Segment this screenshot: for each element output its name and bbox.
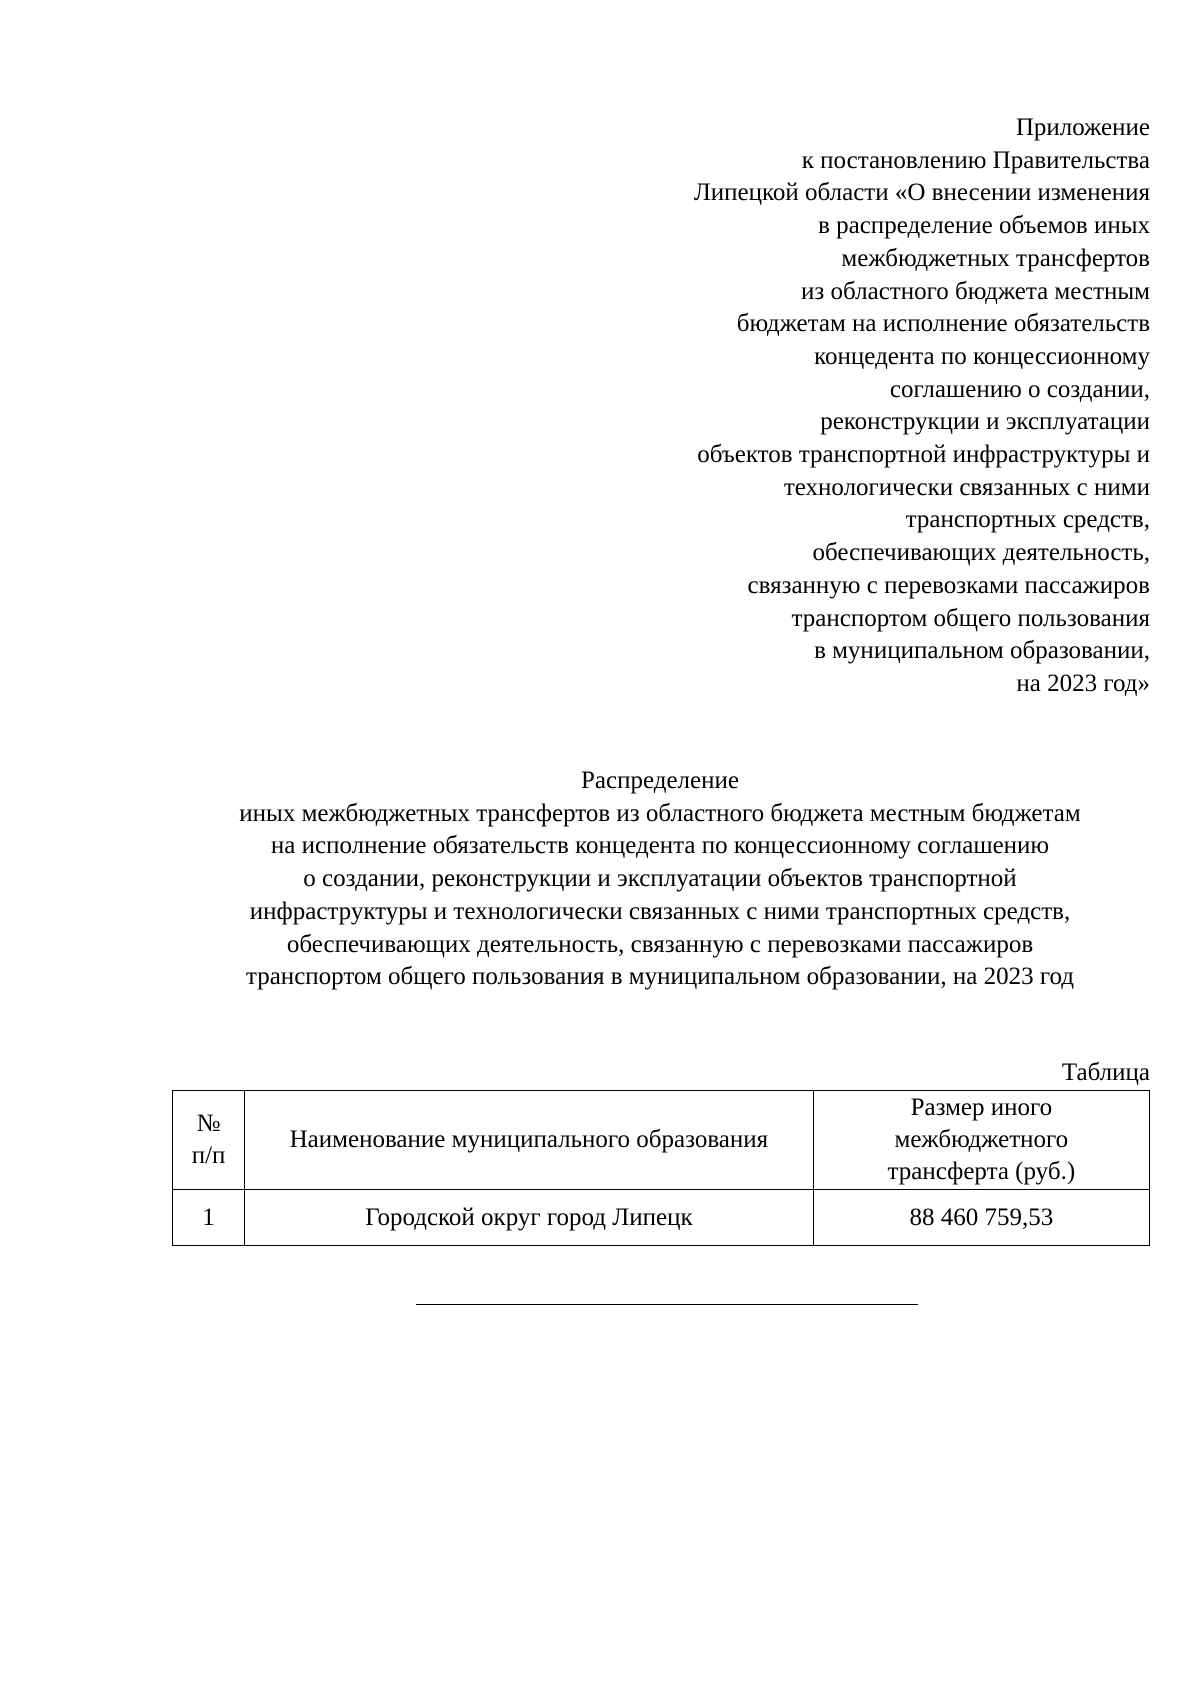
appendix-line: соглашению о создании, <box>889 375 1150 403</box>
appendix-line: объектов транспортной инфраструктуры и <box>697 441 1150 469</box>
heading-line: обеспечивающих деятельность, связанную с перевозками пассажиров <box>286 930 1034 958</box>
heading-line: инфраструктуры и технологически связанных с ними транспортных средств, <box>249 897 1071 925</box>
appendix-line: на 2023 год» <box>1016 669 1150 697</box>
appendix-line: транспортных средств, <box>905 506 1150 534</box>
table-header-row <box>173 1091 1150 1190</box>
transfer-table <box>172 1090 1150 1246</box>
row-name: Городской округ город Липецк <box>245 1190 814 1246</box>
header-num-line: п/п <box>191 1142 226 1169</box>
heading-line: иных межбюджетных трансфертов из областного бюджета местным бюджетам <box>239 799 1081 827</box>
appendix-line: из областного бюджета местным <box>801 277 1150 305</box>
appendix-line: бюджетам на исполнение обязательств <box>736 310 1150 338</box>
header-amount-line: межбюджетного <box>894 1126 1069 1153</box>
appendix-line: концедента по концессионному <box>814 342 1150 370</box>
appendix-line: к постановлению Правительства <box>801 146 1150 174</box>
appendix-block <box>530 112 1150 701</box>
appendix-line: транспортом общего пользования <box>791 604 1150 632</box>
appendix-line: реконструкции и эксплуатации <box>820 408 1150 436</box>
document-heading <box>170 765 1150 994</box>
appendix-line: технологически связанных с ними <box>783 473 1150 501</box>
appendix-line: Липецкой области «О внесении изменения <box>693 179 1150 207</box>
appendix-line: в распределение объемов иных <box>818 212 1150 240</box>
table-label: Таблица <box>1061 1059 1150 1086</box>
row-num: 1 <box>173 1190 245 1246</box>
heading-line: о создании, реконструкции и эксплуатации объектов транспортной <box>303 865 1017 893</box>
appendix-line: в муниципальном образовании, <box>814 637 1150 665</box>
appendix-line: связанную с перевозками пассажиров <box>747 571 1150 599</box>
header-num <box>173 1091 245 1190</box>
heading-line: транспортом общего пользования в муниципальном образовании, на 2023 год <box>245 963 1074 991</box>
header-name <box>245 1091 814 1190</box>
table-row <box>173 1190 1150 1246</box>
header-num-line: № <box>196 1110 221 1137</box>
appendix-line: Приложение <box>1015 114 1150 141</box>
heading-line: на исполнение обязательств концедента по концессионному соглашению <box>270 832 1050 860</box>
end-divider <box>416 1304 918 1305</box>
appendix-line: межбюджетных трансфертов <box>841 244 1150 272</box>
header-amount-line: трансферта (руб.) <box>887 1158 1076 1185</box>
appendix-line: обеспечивающих деятельность, <box>812 539 1150 567</box>
header-amount-line: Размер иного <box>910 1094 1053 1121</box>
row-amount: 88 460 759,53 <box>813 1190 1149 1246</box>
heading-line: Распределение <box>581 767 739 794</box>
header-name-line: Наименование муниципального образования <box>289 1126 769 1153</box>
header-amount <box>813 1091 1149 1190</box>
